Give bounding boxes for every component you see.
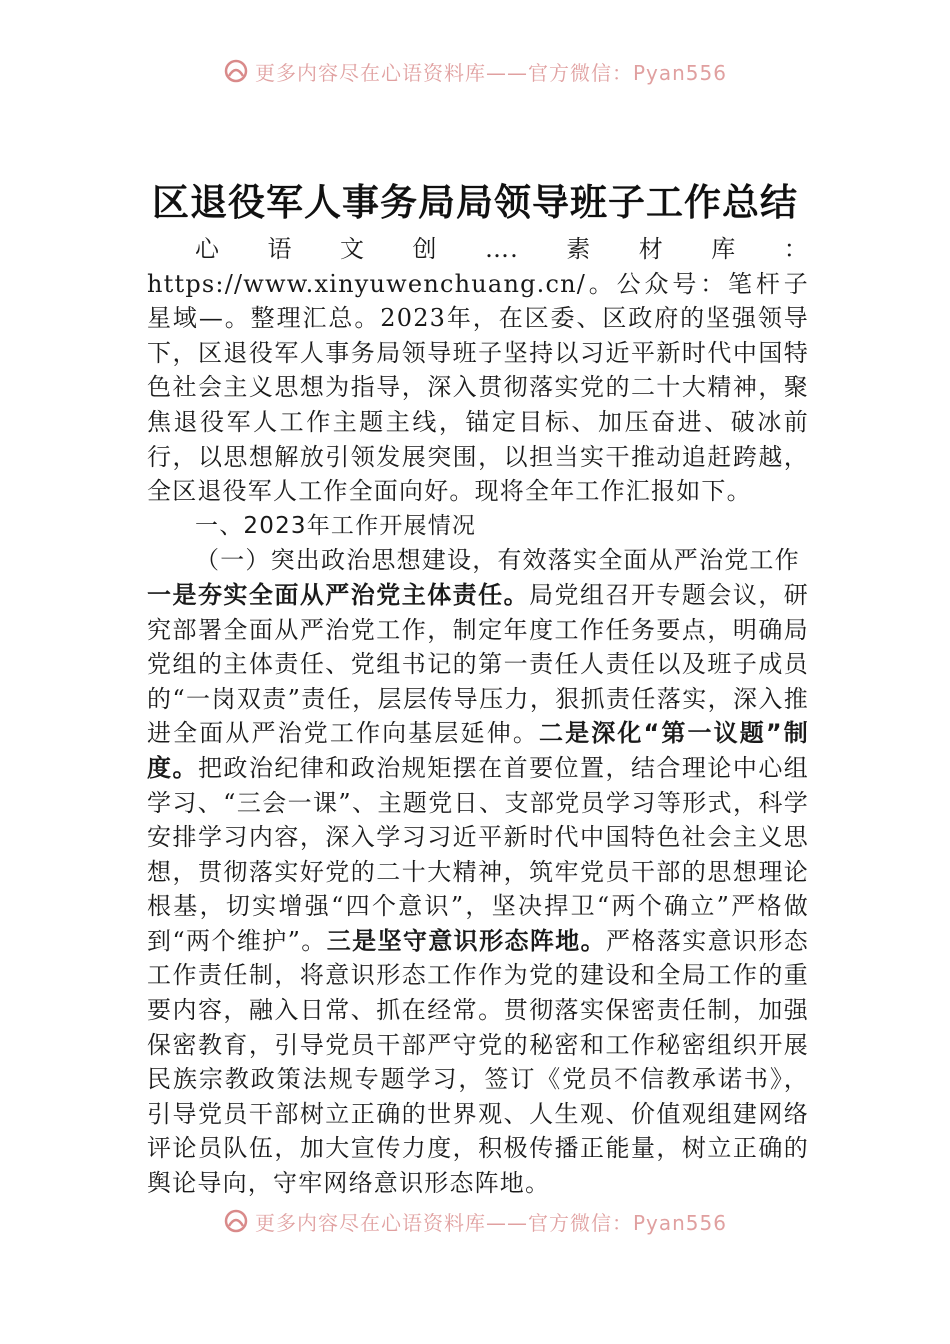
item3-lead: 三是坚守意识形态阵地。 bbox=[326, 926, 607, 955]
header-watermark bbox=[0, 56, 950, 86]
item1-lead: 一是夯实全面从严治党主体责任。 bbox=[147, 580, 530, 609]
intro-paragraph: 心语文创….素材库：https://www.xinyuwenchuang.cn/。公众号：笔杆子星域—。整理汇总。2023年，在区委、区政府的坚强领导下，区退役军人事务局领导班子坚持以习近平新时代中国特色社会主义思想为指导，深入贯彻落实党的二十大精神，聚焦退役军人工作主题主线，锚定目标、加压奋进、破冰前行，以思想解放引领发展突围，以担当实干推动追赶跨越，全区退役军人工作全面向好。现将全年工作汇报如下。 bbox=[147, 235, 809, 506]
subsection-heading: （一）突出政治思想建设，有效落实全面从严治党工作 bbox=[195, 546, 800, 575]
item1-text: 局党组召开专题会议，研究部署全面从严治党工作，制定年度工作任务要点，明确局党组的主体责任、党组书记的第一责任人责任以及班子成员的“一岗双责”责任，层层传导压力，狠抓责任落实，深入推进全面从严治党工作向基层延伸。 bbox=[147, 580, 809, 748]
section-heading: 一、2023年工作开展情况 bbox=[195, 512, 477, 539]
item2-text: 把政治纪律和政治规矩摆在首要位置，结合理论中心组学习、“三会一课”、主题党日、支部党员学习等形式，科学安排学习内容，深入学习习近平新时代中国特色社会主义思想，贯彻落实好党的二十大精神，筑牢党员干部的思想理论根基，切实增强“四个意识”，坚决捍卫“两个确立”严格做到“两个维护”。 bbox=[147, 753, 809, 955]
footer-watermark bbox=[0, 1206, 950, 1236]
watermark-logo-icon bbox=[223, 1208, 249, 1234]
document-body bbox=[147, 232, 809, 1201]
footer-watermark-text: 更多内容尽在心语资料库——官方微信：Pyan556 bbox=[254, 1210, 727, 1235]
document-title: 区退役军人事务局局领导班子工作总结 bbox=[152, 180, 798, 224]
item3-text: 严格落实意识形态工作责任制，将意识形态工作作为党的建设和全局工作的重要内容，融入日常、抓在经常。贯彻落实保密责任制，加强保密教育，引导党员干部严守党的秘密和工作秘密组织开展民族宗教政策法规专题学习，签订《党员不信教承诺书》，引导党员干部树立正确的世界观、人生观、价值观组建网络评论员队伍，加大宣传力度，积极传播正能量，树立正确的舆论导向，守牢网络意识形态阵地。 bbox=[147, 926, 810, 1198]
watermark-logo-icon bbox=[223, 58, 249, 84]
work-paragraph bbox=[147, 578, 809, 1201]
header-watermark-text: 更多内容尽在心语资料库——官方微信：Pyan556 bbox=[254, 60, 727, 85]
item2-lead: 二是深化“第一议题”制度。 bbox=[147, 719, 809, 782]
